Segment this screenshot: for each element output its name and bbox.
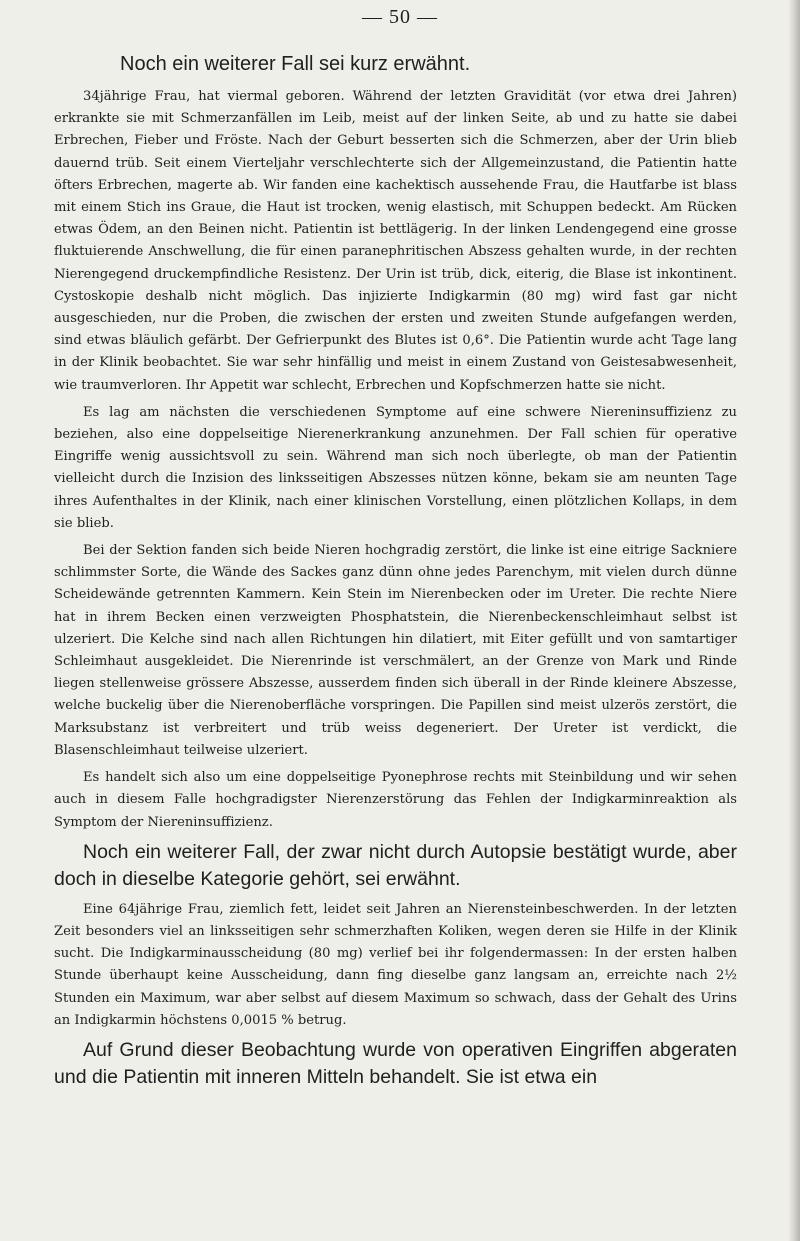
paragraph: Eine 64jährige Frau, ziemlich fett, leidet seit Jahren an Nierensteinbeschwerden. In der letzten Zeit besonders viel an linksseitigen sehr schmerzhaften Koliken, wegen deren sie Hilfe in der Klinik sucht. Die Indigkarminausscheidung (80 mg) verlief bei ihr folgendermassen: In der ersten halben Stunde überhaupt keine Ausscheidung, dann fing dieselbe ganz langsam an, erreichte nach 2½ Stunden ein Maximum, war aber selbst auf diesem Maximum so schwach, dass der Gehalt des Urins an Indigkarmin höchstens 0,0015 % betrug. — [54, 901, 737, 1028]
paragraph: Es lag am nächsten die verschiedenen Symptome auf eine schwere Niereninsuffizienz zu beziehen, also eine doppelseitige Nierenerkrankung anzunehmen. Der Fall schien für operative Eingriffe wenig aussichtsvoll zu sein. Während man sich noch überlegte, ob man der Patientin vielleicht durch die Inzision des linksseitigen Abszesses nützen könne, bekam sie am neunten Tage ihres Aufenthaltes in der Klinik, nach einer klinischen Vorstellung, einen plötzlichen Kollaps, in dem sie blieb. — [54, 404, 737, 531]
paragraph: 34jährige Frau, hat viermal geboren. Während der letzten Gravidität (vor etwa drei Jahren) erkrankte sie mit Schmerzanfällen im Leib, meist auf der linken Seite, ab und zu hatte sie dabei Erbrechen, Fieber und Fröste. Nach der Geburt besserten sich die Schmerzen, aber der Urin blieb dauernd trüb. Seit einem Vierteljahr verschlechterte sich der Allgemeinzustand, die Patientin hatte öfters Erbrechen, magerte ab. Wir fanden eine kachektisch aussehende Frau, die Hautfarbe ist blass mit einem Stich ins Graue, die Haut ist trocken, wenig elastisch, mit Schuppen bedeckt. Am Rücken etwas Ödem, an den Beinen nicht. Patientin ist bettlägerig. In der linken Lendengegend eine grosse fluktuierende Anschwellung, die für einen paranephritischen Abszess gehalten wurde, in der rechten Nierengegend druckempfindliche Resistenz. Der Urin ist trüb, dick, eiterig, die Blase ist inkontinent. Cystoskopie deshalb nicht möglich. Das injizierte Indigkarmin (80 mg) wird fast gar nicht ausgeschieden, nur die Proben, die zwischen der ersten und zweiten Stunde aufgefangen werden, sind etwas bläulich gefärbt. Der Gefrierpunkt des Blutes ist 0,6°. Die Patientin wurde acht Tage lang in der Klinik beobachtet. Sie war sehr hinfällig und meist in einem Zustand von Geistesabwesenheit, wie traumverloren. Ihr Appetit war schlecht, Erbrechen und Kopfschmerzen hatte sie nicht. — [54, 89, 737, 393]
paragraph: Es handelt sich also um eine doppelseitige Pyonephrose rechts mit Steinbildung und wir sehen auch in diesem Falle hochgradigster Nierenzerstörung das Fehlen der Indigkarminreaktion als Symptom der Niereninsuffizienz. — [54, 770, 737, 830]
paragraph: Bei der Sektion fanden sich beide Nieren hochgradig zerstört, die linke ist eine eitrige Sackniere schlimmster Sorte, die Wände des Sackes ganz dünn ohne jedes Parenchym, mit vielen durch dünne Scheidewände getrennten Kammern. Kein Stein im Nierenbecken oder im Ureter. Die rechte Niere hat in ihrem Becken einen verzweigten Phosphatstein, die Nierenbeckenschleimhaut selbst ist ulzeriert. Die Kelche sind nach allen Richtungen hin dilatiert, mit Eiter gefüllt und von samtartiger Schleimhaut ausgekleidet. Die Nierenrinde ist verschmälert, an der Grenze von Mark und Rinde liegen stellenweise grössere Abszesse, ausserdem finden sich überall in der Rinde kleinere Abszesse, welche buckelig über die Nierenoberfläche vorspringen. Die Papillen sind meist ulzerös zerstört, die Marksubstanz ist verbreitert und trüb weiss degeneriert. Der Ureter ist verdickt, die Blasenschleimhaut teilweise ulzeriert. — [54, 543, 737, 758]
page-edge-shadow — [788, 0, 800, 1241]
page-body — [54, 50, 737, 1097]
section-heading-2: Noch ein weiterer Fall, der zwar nicht durch Autopsie bestätigt wurde, aber doch in dieselbe Kategorie gehört, sei erwähnt. — [54, 840, 737, 890]
section-heading-1: Noch ein weiterer Fall sei kurz erwähnt. — [120, 53, 471, 75]
closing-paragraph: Auf Grund dieser Beobachtung wurde von operativen Eingriffen abgeraten und die Patientin mit inneren Mitteln behandelt. Sie ist etwa ein — [54, 1038, 737, 1088]
page-number: — 50 — — [362, 6, 438, 28]
